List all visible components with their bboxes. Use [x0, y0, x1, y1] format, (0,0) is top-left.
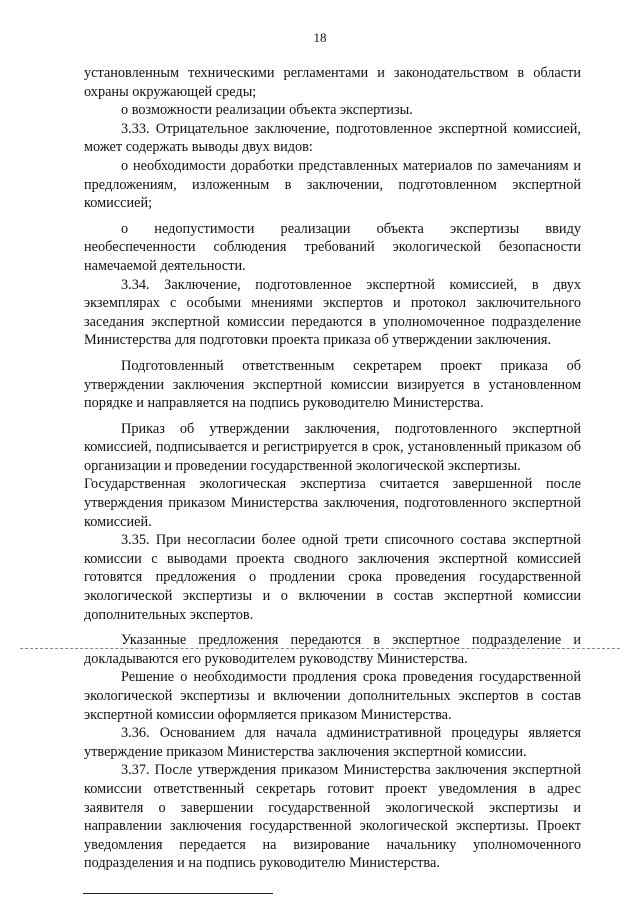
paragraph-3-35: 3.35. При несогласии более одной трети списочного состава экспертной комиссии с выводами проекта сводного заключения экспертной комиссией готовятся предложения о продлении срока проведения государственной экологической экспертизы и о включении в состав экспертной комиссии дополнительных экспертов. [84, 532, 581, 623]
paragraph-3-33: 3.33. Отрицательное заключение, подготовленное экспертной комиссией, может содержать выводы двух видов: [84, 120, 581, 156]
paragraph-3-34-expertise-completed: Государственная экологическая экспертиза считается завершенной после утверждения приказом Министерства заключения, подготовленного экспертной комиссией. [84, 476, 581, 530]
document-body [84, 64, 581, 873]
page-number: 18 [313, 30, 327, 45]
paragraph-3-37: 3.37. После утверждения приказом Министерства заключения экспертной комиссии ответственный секретарь готовит проект уведомления в адрес заявителя о завершении государственной экологической экспертизы и направлении заключения государственной экологической экспертизы. Проект уведомления передается на визирование начальнику уполномоченного подразделения и на подпись руководителю Министерства. [84, 762, 581, 872]
paragraph-3-34: 3.34. Заключение, подготовленное экспертной комиссией, в двух экземплярах с особыми мнениями экспертов и протокол заключительного заседания экспертной комиссии передаются в уполномоченное подразделение Министерства для подготовки проекта приказа об утверждении заключения. [84, 276, 581, 349]
paragraph-3-34-order-signing: Приказ об утверждении заключения, подготовленного экспертной комиссией, подписывается и регистрируется в срок, установленный приказом об организации и проведении государственной экологической экспертизы. [84, 420, 581, 474]
paragraph-positive-conclusion-item: о возможности реализации объекта экспертизы. [121, 102, 413, 119]
paragraph-3-36: 3.36. Основанием для начала административной процедуры является утверждение приказом Министерства заключения экспертной комиссии. [84, 725, 581, 760]
footnote-rule [83, 893, 273, 894]
paragraph-continuation: установленным техническими регламентами и законодательством в области охраны окружающей среды; [84, 65, 581, 100]
paragraph-3-34-draft-order: Подготовленный ответственным секретарем проект приказа об утверждении заключения экспертной комиссии визируется в установленном порядке и направляется на подпись руководителю Министерства. [84, 357, 581, 412]
paragraph-3-35-decision: Решение о необходимости продления срока проведения государственной экологической экспертизы и включении дополнительных экспертов в состав экспертной комиссии оформляется приказом Министерства. [84, 669, 581, 723]
scan-artifact-line [20, 648, 620, 649]
paragraph-3-33-item-inadmissibility: о недопустимости реализации объекта экспертизы ввиду необеспеченности соблюдения требований экологической безопасности намечаемой деятельности. [84, 220, 581, 274]
paragraph-3-33-item-revision: о необходимости доработки представленных материалов по замечаниям и предложениям, изложенным в заключении, подготовленном экспертной комиссией; [84, 157, 581, 212]
paragraph-3-35-proposals: Указанные предложения передаются в экспертное подразделение и докладываются его руководителем руководству Министерства. [84, 632, 581, 667]
